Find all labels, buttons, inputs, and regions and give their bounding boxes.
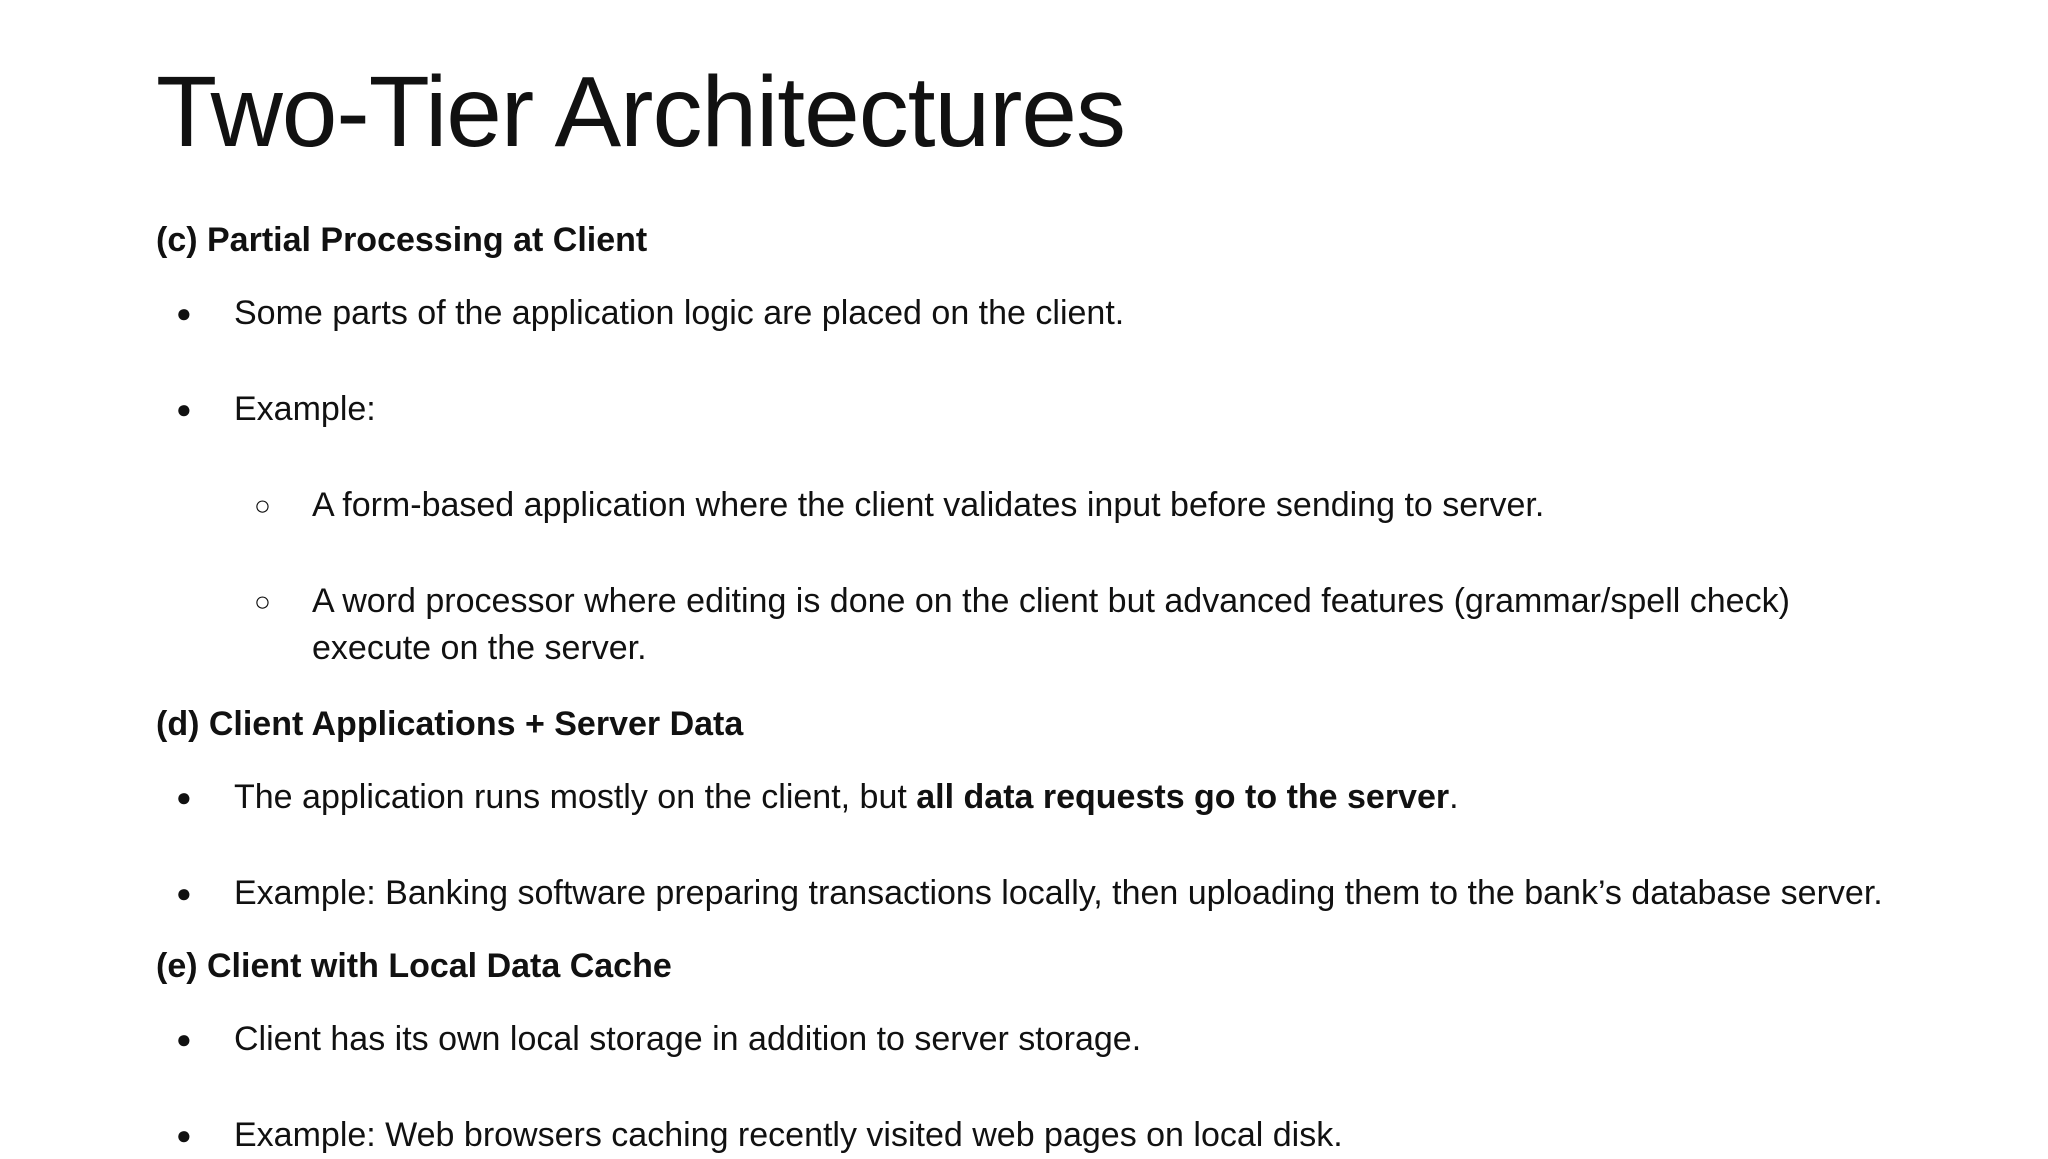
sub-bullet-text: A word processor where editing is done on the client but advanced features (grammar/spell check) execute on the server. bbox=[312, 582, 1790, 667]
bullet-text: Example: Web browsers caching recently visited web pages on local disk. bbox=[234, 1116, 1343, 1154]
bullet-marker: ● bbox=[176, 1120, 192, 1150]
section-heading-e: (e) Client with Local Data Cache bbox=[156, 947, 672, 985]
bullet-text-emphasis: all data requests go to the server bbox=[916, 778, 1450, 816]
bullet-marker: ● bbox=[176, 782, 192, 812]
bullet-text: Some parts of the application logic are placed on the client. bbox=[234, 294, 1125, 332]
bullet-text: Example: bbox=[234, 390, 376, 428]
bullet-marker: ● bbox=[176, 394, 192, 424]
bullet-text: Client has its own local storage in addition to server storage. bbox=[234, 1020, 1142, 1058]
sub-bullet-marker: ○ bbox=[254, 586, 271, 617]
bullet-text bbox=[234, 774, 1459, 821]
bullet-text: Example: Banking software preparing transactions locally, then uploading them to the bank’s database server. bbox=[234, 874, 1883, 912]
section-heading-c: (c) Partial Processing at Client bbox=[156, 221, 648, 259]
sub-bullet-text: A form-based application where the client validates input before sending to server. bbox=[312, 486, 1545, 524]
bullet-marker: ● bbox=[176, 878, 192, 908]
section-heading-d: (d) Client Applications + Server Data bbox=[156, 705, 744, 743]
bullet-marker: ● bbox=[176, 1024, 192, 1054]
bullet-marker: ● bbox=[176, 298, 192, 328]
slide-title: Two-Tier Architectures bbox=[156, 56, 1126, 168]
sub-bullet-marker: ○ bbox=[254, 490, 271, 521]
bullet-text-prefix: The application runs mostly on the client, but bbox=[234, 778, 917, 816]
bullet-text-suffix: . bbox=[1449, 778, 1459, 816]
